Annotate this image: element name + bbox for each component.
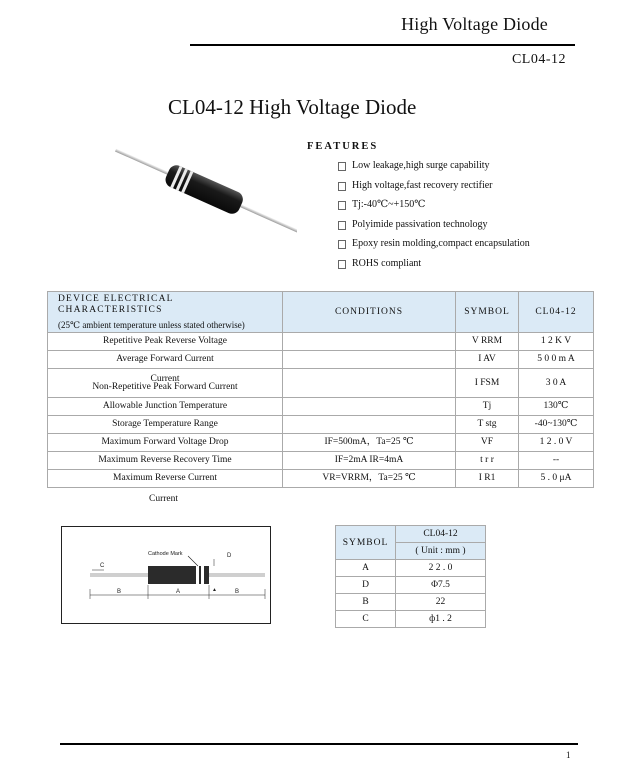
electrical-characteristics-table — [47, 291, 594, 488]
drawing-lead-left — [90, 573, 148, 577]
dimensions-table — [335, 525, 486, 628]
table-row: Maximum Reverse Current VR=VRRM，Ta=25 ℃ I R1 5 . 0 μA — [48, 470, 594, 488]
lead-right — [236, 203, 297, 235]
dimension-drawing — [61, 526, 271, 624]
feature-item: Tj:-40℃~+150℃ — [338, 199, 530, 219]
page-number: 1 — [566, 750, 571, 760]
checkbox-icon — [338, 182, 346, 191]
table-trailing-text: Current — [149, 494, 179, 504]
table-row: A 2 2 . 0 — [336, 560, 486, 577]
dim-label-b-right: B — [235, 589, 240, 595]
dimension-drawing-svg — [62, 527, 270, 623]
diode-photo — [112, 140, 297, 240]
dim-header-symbol: SYMBOL — [336, 526, 396, 560]
feature-item: Epoxy resin molding,compact encapsulation — [338, 238, 530, 258]
header-device: DEVICE ELECTRICAL CHARACTERISTICS (25℃ ambient temperature unless stated otherwise) — [48, 292, 283, 333]
table-row: C ф1 . 2 — [336, 611, 486, 628]
lead-left — [115, 149, 171, 176]
table-row: Allowable Junction Temperature Tj 130℃ — [48, 398, 594, 416]
document-title: CL04-12 High Voltage Diode — [168, 95, 417, 119]
footer-rule — [60, 743, 578, 745]
dim-label-b-left: B — [117, 589, 122, 595]
header-value: CL04-12 — [519, 292, 594, 333]
feature-item: Low leakage,high surge capability — [338, 160, 530, 180]
features-heading: FEATURES — [307, 141, 379, 152]
drawing-cathode-band — [196, 566, 199, 584]
diode-body — [163, 163, 245, 217]
cathode-mark-label: Cathode Mark — [148, 551, 183, 557]
table-row: Current Non-Repetitive Peak Forward Current I FSM 3 0 A — [48, 369, 594, 398]
dim-label-a: A — [176, 589, 181, 595]
table-row: B 22 — [336, 594, 486, 611]
checkbox-icon — [338, 221, 346, 230]
header-symbol: SYMBOL — [456, 292, 519, 333]
checkbox-icon — [338, 201, 346, 210]
dim-label-c: C — [100, 563, 105, 569]
table-row: Storage Temperature Range T stg -40~130℃ — [48, 416, 594, 434]
feature-item: High voltage,fast recovery rectifier — [338, 180, 530, 200]
table-row: Maximum Forward Voltage Drop IF=500mA，Ta=25 ℃ VF 1 2 . 0 V — [48, 434, 594, 452]
checkbox-icon — [338, 240, 346, 249]
dim-header-unit: ( Unit : mm ) — [396, 543, 486, 560]
table-row: D Φ7.5 — [336, 577, 486, 594]
checkbox-icon — [338, 162, 346, 171]
header-title: High Voltage Diode — [401, 14, 548, 34]
cathode-leader-line — [188, 556, 198, 566]
drawing-cathode-band — [201, 566, 204, 584]
table-header-row — [48, 292, 594, 333]
dim-header-row — [336, 526, 486, 543]
feature-item: Polyimide passivation technology — [338, 219, 530, 239]
table-row: Repetitive Peak Reverse Voltage V RRM 1 2 K V — [48, 333, 594, 351]
drawing-body — [148, 566, 209, 584]
table-row: Maximum Reverse Recovery Time IF=2mA IR=4mA t r r -- — [48, 452, 594, 470]
svg-text:▲: ▲ — [212, 587, 217, 593]
header-rule — [190, 44, 575, 46]
feature-item: ROHS compliant — [338, 258, 530, 278]
features-list — [338, 160, 530, 278]
dim-header-value: CL04-12 — [396, 526, 486, 543]
header-code: CL04-12 — [511, 52, 566, 67]
checkbox-icon — [338, 260, 346, 269]
table-row: Average Forward Current I AV 5 0 0 m A — [48, 351, 594, 369]
dim-label-d: D — [227, 553, 232, 559]
drawing-lead-right — [209, 573, 265, 577]
header-conditions: CONDITIONS — [283, 292, 456, 333]
